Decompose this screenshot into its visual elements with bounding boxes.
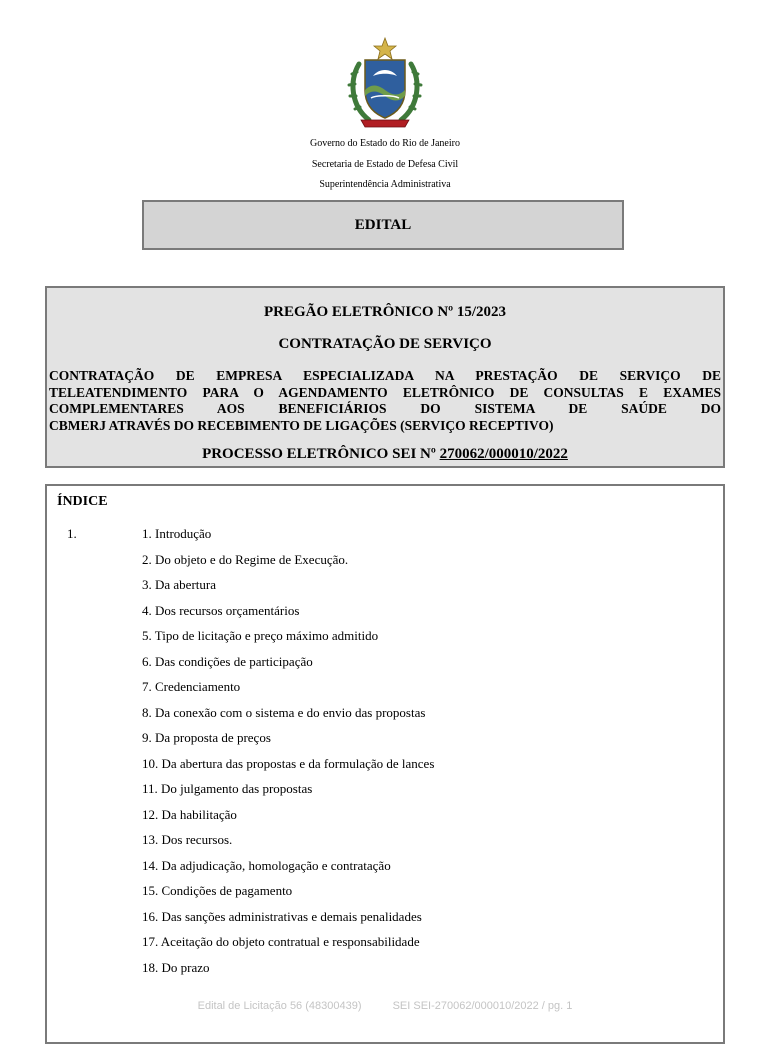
index-item[interactable]: 15. Condições de pagamento — [142, 883, 293, 898]
contract-object — [49, 368, 721, 434]
index-item[interactable]: 10. Da abertura das propostas e da formulação de lances — [142, 755, 435, 771]
agency-line-superintendence: Superintendência Administrativa — [319, 179, 451, 190]
index-item[interactable]: 14. Da adjudicação, homologação e contratação — [142, 857, 391, 873]
index-item[interactable]: 1. Introdução — [142, 526, 212, 541]
index-item[interactable]: 2. Do objeto e do Regime de Execução. — [142, 551, 349, 567]
service-title: CONTRATAÇÃO DE SERVIÇO — [278, 336, 492, 352]
index-section-number: 1. — [67, 526, 77, 541]
index-item[interactable]: 5. Tipo de licitação e preço máximo admitido — [142, 628, 379, 643]
index-item[interactable]: 16. Das sanções administrativas e demais penalidades — [142, 908, 422, 924]
object-line: CBMERJ ATRAVÉS DO RECEBIMENTO DE LIGAÇÕES (SERVIÇO RECEPTIVO) — [49, 417, 554, 433]
index-box — [45, 484, 725, 1044]
pregao-box — [45, 286, 725, 468]
page-footer — [0, 1000, 770, 1012]
index-item[interactable]: 17. Aceitação do objeto contratual e responsabilidade — [142, 934, 420, 949]
index-item[interactable]: 3. Da abertura — [142, 577, 216, 592]
footer-document-id: Edital de Licitação 56 (48300439) — [197, 1000, 362, 1012]
process-label: PROCESSO ELETRÔNICO SEI Nº — [202, 446, 436, 462]
index-item[interactable]: 6. Das condições de participação — [142, 653, 313, 669]
index-item[interactable]: 13. Dos recursos. — [142, 832, 233, 847]
footer-sei-page: SEI SEI-270062/000010/2022 / pg. 1 — [392, 1000, 573, 1012]
index-item[interactable]: 11. Do julgamento das propostas — [142, 781, 313, 796]
index-item[interactable]: 4. Dos recursos orçamentários — [142, 602, 300, 618]
state-coat-of-arms-icon — [343, 36, 427, 132]
process-number-line — [47, 446, 723, 463]
object-line: CONTRATAÇÃO DE EMPRESA ESPECIALIZADA NA PRESTAÇÃO DE SERVIÇO DE — [49, 368, 721, 383]
index-list — [142, 526, 434, 985]
index-item[interactable]: 12. Da habilitação — [142, 806, 237, 822]
object-line: TELEATENDIMENTO PARA O AGENDAMENTO ELETRÔNICO DE CONSULTAS E EXAMES — [49, 384, 721, 400]
index-item[interactable]: 8. Da conexão com o sistema e do envio das propostas — [142, 704, 426, 720]
index-title: ÍNDICE — [57, 494, 108, 509]
index-item[interactable]: 18. Do prazo — [142, 959, 210, 975]
index-item[interactable]: 9. Da proposta de preços — [142, 730, 271, 745]
index-item[interactable]: 7. Credenciamento — [142, 679, 241, 694]
agency-line-government: Governo do Estado do Rio de Janeiro — [310, 138, 460, 149]
edital-title-box — [142, 200, 624, 250]
object-line: COMPLEMENTARES AOS BENEFICIÁRIOS DO SISTEMA DE SAÚDE DO — [49, 401, 721, 416]
process-number-link[interactable]: 270062/000010/2022 — [439, 446, 568, 462]
pregao-title: PREGÃO ELETRÔNICO Nº 15/2023 — [263, 304, 507, 320]
agency-line-secretariat: Secretaria de Estado de Defesa Civil — [311, 159, 459, 170]
edital-title: EDITAL — [354, 216, 412, 233]
